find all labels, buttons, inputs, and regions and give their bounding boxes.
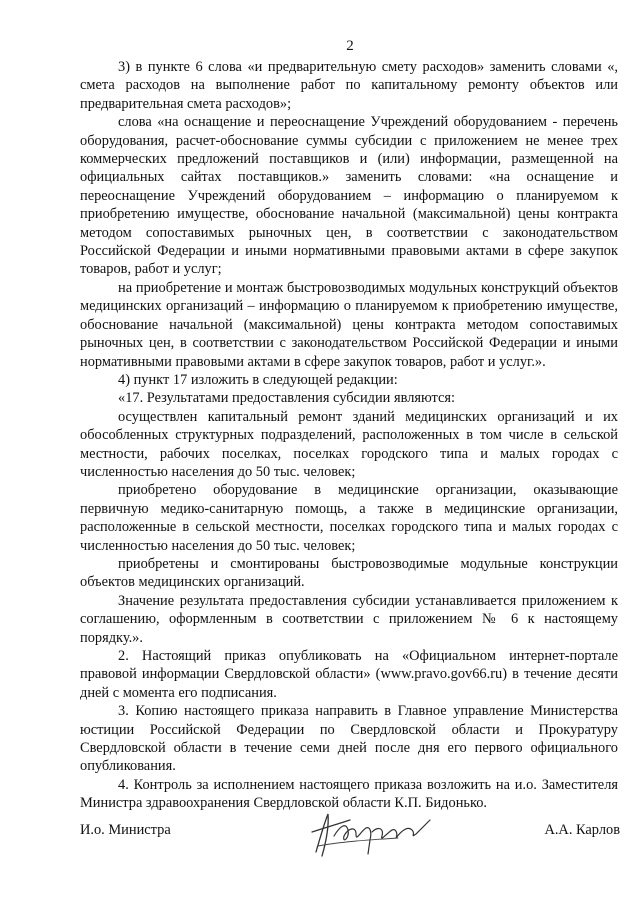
paragraph-words-replacement: слова «на оснащение и переоснащение Учреждений оборудованием - перечень оборудования, расчет-обоснование суммы субсидии с приложением не менее трех коммерческих предложений поставщиков и (или) информации, размещенной на официальных сайтах поставщиков.» заменить словами: «на оснащение и переоснащение Учреждений оборудованием – информацию о планируемом к приобретению имуществе, обоснование начальной (максимальной) цены контракта методом сопоставимых рыночных цен, в соответствии с законодательством Российской Федерации и иными нормативными правовыми актами в сфере закупок товаров, работ и услуг; (80, 114, 618, 278)
page-number: 2 (346, 38, 354, 54)
paragraph-item-3: 3) в пункте 6 слова «и предварительную смету расходов» заменить словами «, смета расходов на выполнение работ по капитальному ремонту объектов или предварительная смета расходов»; (80, 59, 618, 112)
paragraph-publication: 2. Настоящий приказ опубликовать на «Официальном интернет-портале правовой информации Свердловской области» (www.pravo.gov66.ru) в течение десяти дней с момента его подписания. (80, 648, 618, 701)
paragraph-results-heading: «17. Результатами предоставления субсидии являются: (118, 390, 456, 407)
paragraph-control: 4. Контроль за исполнением настоящего приказа возложить на и.о. Заместителя Министра здравоохранения Свердловской области К.П. Бидонько. (80, 776, 618, 812)
signature-block (80, 822, 620, 862)
paragraph-copy-send: 3. Копию настоящего приказа направить в Главное управление Министерства юстиции Российской Федерации по Свердловской области и Прокуратуру Свердловской области в течение семи дней после дня его первого официального опубликования. (80, 703, 618, 775)
signatory-position: И.о. Министра (80, 822, 171, 838)
paragraph-result-equipment: приобретено оборудование в медицинские организации, оказывающие первичную медико-санитарную помощь, а также в медицинские организации, расположенные в сельской местности, поселках городского типа и малых городах с численностью населения до 50 тыс. человек; (80, 482, 618, 554)
paragraph-result-repair: осуществлен капитальный ремонт зданий медицинских организаций и их обособленных структурных подразделений, расположенных в том числе в сельской местности, рабочих поселках, поселках городского типа и малых городах с численностью населения до 50 тыс. человек; (80, 408, 618, 480)
paragraph-item-4: 4) пункт 17 изложить в следующей редакции: (118, 371, 398, 388)
document-body (80, 58, 618, 813)
signatory-name: А.А. Карлов (544, 822, 620, 838)
paragraph-result-modular: приобретены и смонтированы быстровозводимые модульные конструкции объектов медицинских организаций. (80, 555, 618, 591)
paragraph-result-value: Значение результата предоставления субсидии устанавливается приложением к соглашению, оформленным в соответствии с приложением № 6 к настоящему порядку.». (80, 592, 618, 646)
paragraph-modular-structures: на приобретение и монтаж быстровозводимых модульных конструкций объектов медицинских организаций – информацию о планируемом к приобретению имуществе, обоснование начальной (максимальной) цены контракта методом сопоставимых рыночных цен, в соответствии с законодательством Российской Федерации и иными нормативными правовыми актами в сфере закупок товаров, работ и услуг.». (80, 279, 618, 370)
handwritten-signature (298, 802, 438, 864)
